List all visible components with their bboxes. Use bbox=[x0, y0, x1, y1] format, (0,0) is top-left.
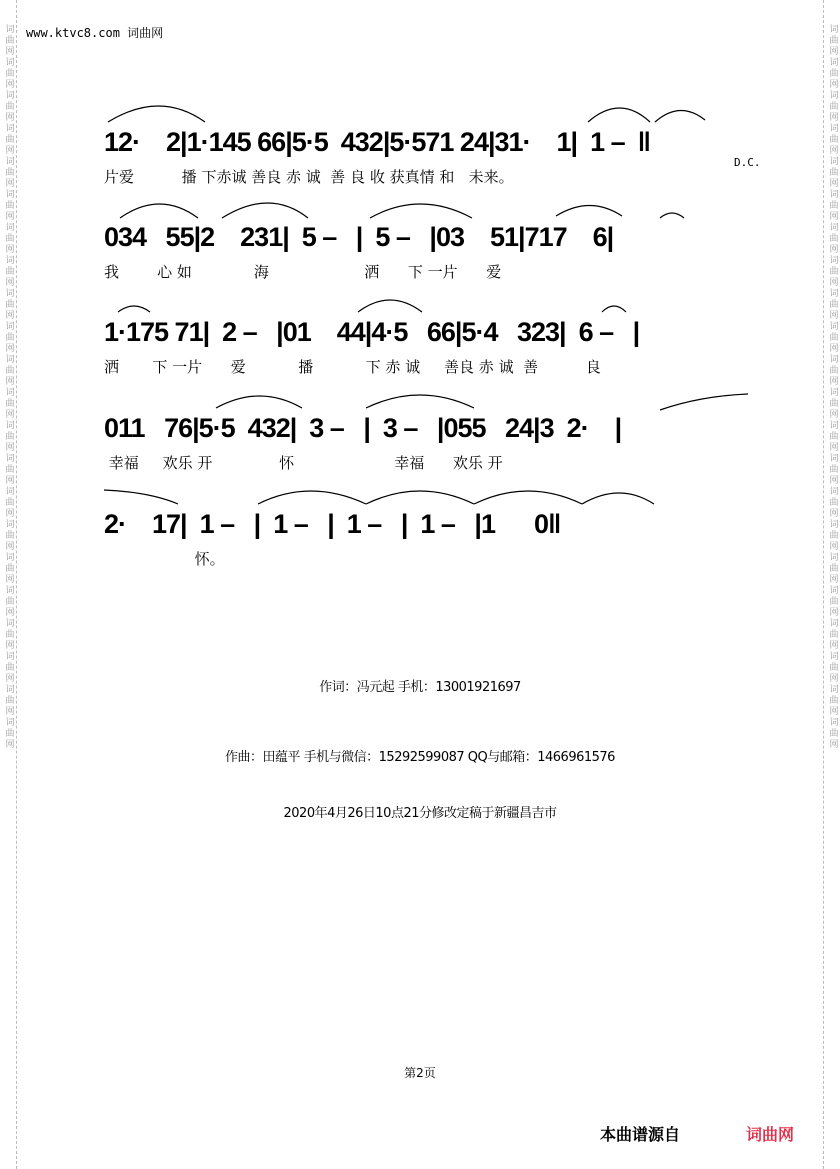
lyricist-credit: 作词：冯元起 手机：13001921697 bbox=[319, 680, 521, 695]
lyrics-line-1: 片爱 播 下赤诚 善良 赤 诚 善 良 收 获真情 和 未来。 bbox=[104, 168, 514, 186]
lyrics-line-2: 我 心 如 海 洒 下 一片 爱 bbox=[104, 263, 502, 281]
lyrics-line-5: 怀。 bbox=[104, 550, 225, 568]
lyrics-line-4: 幸福 欢乐 开 怀 幸福 欢乐 开 bbox=[104, 454, 503, 472]
notes-line-3: 1·175 71| 2 – |01 44|4·5 66|5·4 323| 6 – | bbox=[104, 317, 640, 347]
footer-source-label: 本曲谱源自 bbox=[600, 1125, 681, 1144]
notes-line-1: 12· 2|1·145 66|5·5 432|5·571 24|31· 1| 1 – ‖ bbox=[104, 127, 651, 157]
notes-line-5: 2· 17| 1 – | 1 – | 1 – | 1 – |1 0‖ bbox=[104, 509, 561, 539]
footer-brand-link[interactable]: 词曲网 bbox=[746, 1125, 795, 1144]
page-number: 第2页 bbox=[404, 1066, 436, 1080]
notes-line-4: 011 76|5·5 432| 3 – | 3 – |055 24|3 2· | bbox=[104, 413, 622, 443]
notes-line-2: 034 55|2 231| 5 – | 5 – |03 51|717 6| bbox=[104, 222, 614, 252]
composer-credit: 作曲：田蕴平 手机与微信：15292599087 QQ与邮箱：1466961576 bbox=[225, 750, 615, 765]
dc-marker: D.C. bbox=[734, 156, 761, 169]
revision-date: 2020年4月26日10点21分修改定稿于新疆昌吉市 bbox=[283, 806, 557, 821]
lyrics-line-3: 洒 下 一片 爱 播 下 赤 诚 善良 赤 诚 善 良 bbox=[104, 358, 601, 376]
left-watermark-text: 词曲网词曲网词曲网词曲网词曲网词曲网词曲网词曲网词曲网词曲网词曲网词曲网词曲网词曲网词曲网词曲网词曲网词曲网词曲网词曲网词曲网词曲网 bbox=[3, 24, 14, 750]
site-header: www.ktvc8.com 词曲网 bbox=[26, 26, 164, 40]
right-watermark-text: 词曲网词曲网词曲网词曲网词曲网词曲网词曲网词曲网词曲网词曲网词曲网词曲网词曲网词曲网词曲网词曲网词曲网词曲网词曲网词曲网词曲网词曲网 bbox=[827, 24, 838, 750]
